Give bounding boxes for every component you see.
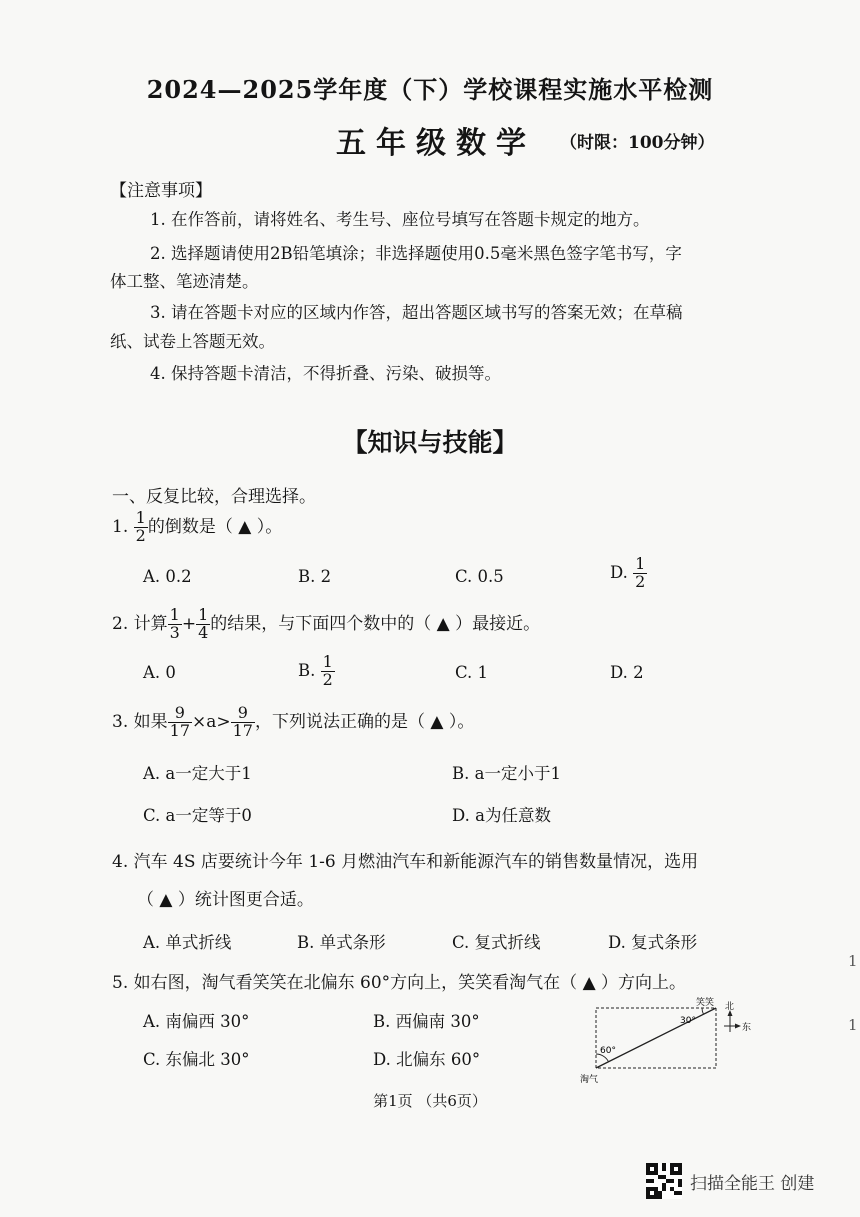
plus-sign: + <box>181 613 197 634</box>
page-footer: 第1页 （共6页） <box>373 1092 487 1110</box>
fraction-denominator: 3 <box>169 622 180 642</box>
question-text: 的倒数是（ ▲ ）。 <box>147 516 283 537</box>
question-2 <box>112 607 540 642</box>
question-4 <box>112 847 698 872</box>
fraction-denominator: 2 <box>135 525 146 545</box>
option-label: B. <box>298 660 316 680</box>
qr-code-icon <box>646 1163 682 1199</box>
compass-icon <box>724 1010 741 1032</box>
question-text: 的结果，与下面四个数中的（ ▲ ）最接近。 <box>210 613 541 634</box>
fraction <box>134 510 148 545</box>
scanner-label: 扫描全能王 创建 <box>690 1173 815 1194</box>
fraction-denominator: 17 <box>169 720 190 740</box>
q1-option-b: B. 2 <box>298 567 332 586</box>
q2-option-b <box>298 654 335 689</box>
question-number: 4. <box>112 852 129 872</box>
question-prefix: 如果 <box>133 711 168 732</box>
question-mid: ×a> <box>192 711 231 732</box>
q1-option-c: C. 0.5 <box>455 567 504 586</box>
q3-option-b: B. a一定小于1 <box>452 764 561 783</box>
fraction-numerator: 1 <box>135 508 146 527</box>
compass-east: 东 <box>742 1023 752 1033</box>
exam-title: 2024—2025学年度（下）学校课程实施水平检测 <box>146 75 714 104</box>
fraction <box>168 607 182 642</box>
question-text: 汽车 4S 店要统计今年 1-6 月燃油汽车和新能源汽车的销售数量情况，选用 <box>133 852 699 872</box>
q1-option-d <box>610 556 647 591</box>
angle-arc-top <box>702 1008 704 1014</box>
fraction-denominator: 2 <box>322 669 333 689</box>
question-3 <box>112 705 474 740</box>
fraction <box>168 705 192 740</box>
q3-option-a: A. a一定大于1 <box>143 764 252 783</box>
question-number: 3. <box>112 711 129 732</box>
question-prefix: 计算 <box>133 613 168 634</box>
scanner-watermark <box>646 1163 814 1199</box>
part-title: 一、反复比较，合理选择。 <box>112 487 316 507</box>
notice-heading: 【注意事项】 <box>110 181 212 201</box>
fraction-numerator: 1 <box>169 605 180 624</box>
option-label: D. <box>610 562 628 582</box>
fraction-denominator: 4 <box>198 622 209 642</box>
q2-option-c: C. 1 <box>455 663 489 682</box>
question-5 <box>112 968 686 993</box>
fraction-numerator: 1 <box>322 652 333 671</box>
label-xiaoxiao: 笑笑 <box>696 998 715 1008</box>
notice-item-3: 3. 请在答题卡对应的区域内作答，超出答题区域书写的答案无效；在草稿 <box>150 303 683 322</box>
question-number: 1. <box>112 516 129 537</box>
question-4-cont: （ ▲ ）统计图更合适。 <box>137 890 314 910</box>
direction-diagram <box>578 996 758 1086</box>
notice-item-4: 4. 保持答题卡清洁，不得折叠、污染、破损等。 <box>150 364 501 383</box>
q4-option-a: A. 单式折线 <box>143 933 232 952</box>
q1-option-a: A. 0.2 <box>143 567 192 586</box>
q4-option-b: B. 单式条形 <box>297 933 386 952</box>
fraction <box>196 607 210 642</box>
margin-mark: 1 <box>848 1016 858 1034</box>
q5-option-b: B. 西偏南 30° <box>373 1012 480 1031</box>
margin-mark: 1 <box>848 952 858 970</box>
notice-item-1: 1. 在作答前，请将姓名、考生号、座位号填写在答题卡规定的地方。 <box>150 210 650 229</box>
question-text: 如右图，淘气看笑笑在北偏东 60°方向上，笑笑看淘气在（ ▲ ）方向上。 <box>133 973 687 993</box>
question-text: ，下列说法正确的是（ ▲ ）。 <box>254 711 475 732</box>
angle-label-top: 30° <box>680 1016 696 1026</box>
q4-option-c: C. 复式折线 <box>452 933 541 952</box>
q5-option-a: A. 南偏西 30° <box>143 1012 250 1031</box>
fraction-numerator: 9 <box>231 705 255 723</box>
fraction <box>231 705 255 740</box>
notice-item-2-cont: 体工整、笔迹清楚。 <box>110 272 259 291</box>
question-1 <box>112 510 282 545</box>
angle-label-bottom: 60° <box>600 1046 616 1056</box>
question-number: 2. <box>112 613 129 634</box>
q4-option-d: D. 复式条形 <box>608 933 698 952</box>
fraction-numerator: 1 <box>635 554 646 573</box>
connecting-line <box>596 1008 716 1068</box>
fraction <box>321 654 335 689</box>
question-number: 5. <box>112 973 129 993</box>
fraction-numerator: 9 <box>168 705 192 723</box>
q3-option-d: D. a为任意数 <box>452 806 551 825</box>
fraction-denominator: 2 <box>635 571 646 591</box>
fraction-numerator: 1 <box>198 605 209 624</box>
fraction <box>633 556 647 591</box>
section-title: 【知识与技能】 <box>342 428 518 457</box>
q2-option-d: D. 2 <box>610 663 644 682</box>
fraction-denominator: 17 <box>232 720 253 740</box>
label-taoqi: 淘气 <box>580 1075 599 1085</box>
notice-item-2: 2. 选择题请使用2B铅笔填涂；非选择题使用0.5毫米黑色签字笔书写，字 <box>150 244 682 263</box>
q5-option-c: C. 东偏北 30° <box>143 1050 250 1069</box>
time-limit: （时限：100分钟） <box>560 133 715 153</box>
q5-option-d: D. 北偏东 60° <box>373 1050 481 1069</box>
q3-option-c: C. a一定等于0 <box>143 806 252 825</box>
exam-subtitle: 五年级数学 <box>336 126 536 161</box>
q2-option-a: A. 0 <box>143 663 176 682</box>
notice-item-3-cont: 纸、试卷上答题无效。 <box>110 332 275 351</box>
compass-north: 北 <box>725 1002 735 1012</box>
